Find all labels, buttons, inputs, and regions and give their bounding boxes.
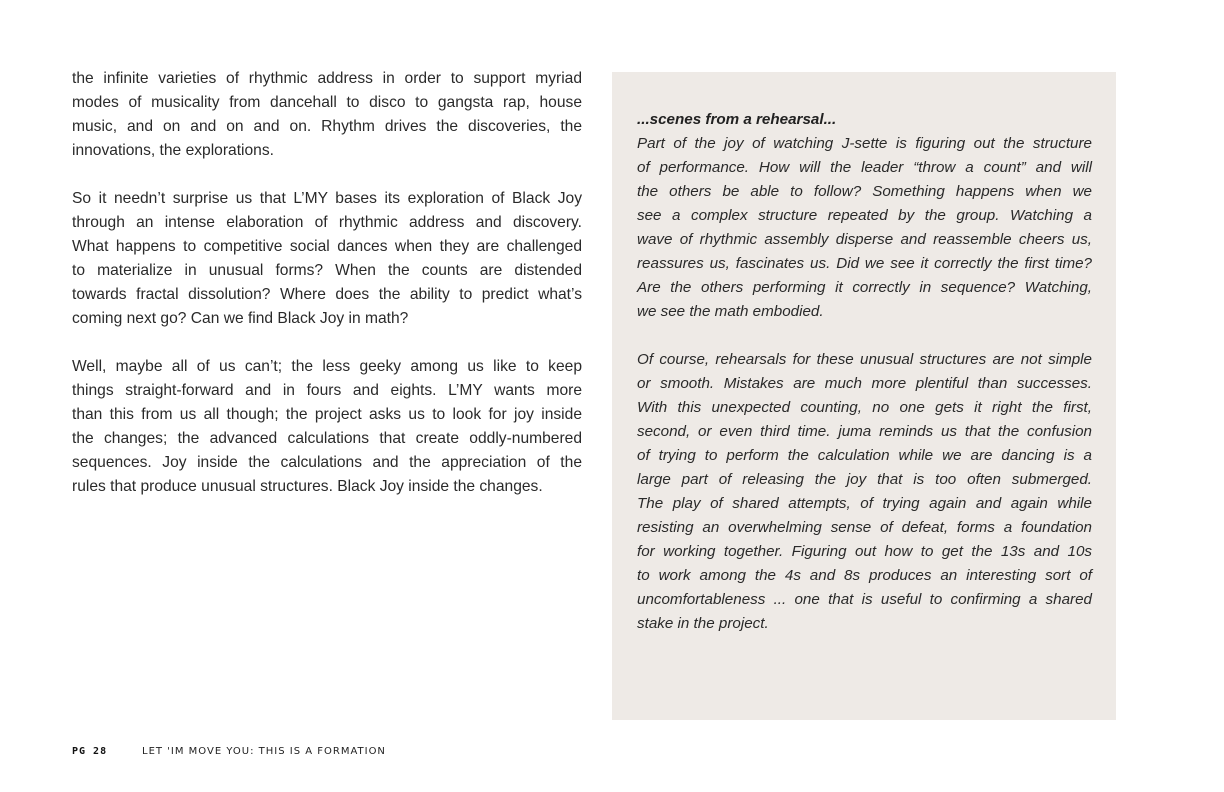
text-line: reassures us, fascinates us. Did we see it correctly the first time? — [637, 255, 1092, 272]
sidebar-content — [637, 108, 1092, 660]
running-title: LET 'IM MOVE YOU: THIS IS A FORMATION — [142, 745, 386, 757]
text-line: or smooth. Mistakes are much more plentiful than successes. — [637, 375, 1092, 392]
text-line: Well, maybe all of us can’t; the less geeky among us like to keep — [72, 358, 582, 375]
paragraph — [72, 187, 582, 331]
sidebar-paragraph — [637, 348, 1092, 636]
text-line: to materialize in unusual forms? When the counts are distended — [72, 262, 582, 279]
page-number: PG 28 — [72, 745, 108, 757]
sidebar-paragraph — [637, 132, 1092, 324]
text-line: Are the others performing it correctly in sequence? Watching, — [637, 279, 1092, 296]
text-line: through an intense elaboration of rhythmic address and discovery. — [72, 214, 582, 231]
text-line: the changes; the advanced calculations that create oddly-numbered — [72, 430, 582, 447]
text-line: So it needn’t surprise us that L’MY bases its exploration of Black Joy — [72, 190, 582, 207]
text-line: uncomfortableness ... one that is useful to confirming a shared — [637, 591, 1092, 608]
page-footer — [72, 743, 386, 759]
main-text-column — [72, 67, 582, 523]
text-line: Part of the joy of watching J-sette is figuring out the structure — [637, 135, 1092, 152]
text-line: the others be able to follow? Something happens when we — [637, 183, 1092, 200]
text-line: resisting an overwhelming sense of defeat, forms a foundation — [637, 519, 1092, 536]
text-line: we see the math embodied. — [637, 303, 824, 320]
rehearsal-sidebar — [612, 72, 1116, 720]
text-line: of performance. How will the leader “throw a count” and will — [637, 159, 1092, 176]
text-line: Of course, rehearsals for these unusual structures are not simple — [637, 351, 1092, 368]
text-line: sequences. Joy inside the calculations and the appreciation of the — [72, 454, 582, 471]
text-line: second, or even third time. juma reminds us that the confusion — [637, 423, 1092, 440]
sidebar-title: ...scenes from a rehearsal... — [637, 111, 837, 128]
text-line: large part of releasing the joy that is too often submerged. — [637, 471, 1092, 488]
text-line: rules that produce unusual structures. Black Joy inside the changes. — [72, 478, 543, 495]
text-line: The play of shared attempts, of trying again and again while — [637, 495, 1092, 512]
text-line: music, and on and on and on. Rhythm drives the discoveries, the — [72, 118, 582, 135]
text-line: things straight-forward and in fours and eights. L’MY wants more — [72, 382, 582, 399]
text-line: What happens to competitive social dances when they are challenged — [72, 238, 582, 255]
text-line: modes of musicality from dancehall to disco to gangsta rap, house — [72, 94, 582, 111]
paragraph — [72, 355, 582, 499]
text-line: innovations, the explorations. — [72, 142, 274, 159]
text-line: see a complex structure repeated by the group. Watching a — [637, 207, 1092, 224]
text-line: than this from us all though; the project asks us to look for joy inside — [72, 406, 582, 423]
text-line: of trying to perform the calculation while we are dancing is a — [637, 447, 1092, 464]
text-line: towards fractal dissolution? Where does the ability to predict what’s — [72, 286, 582, 303]
text-line: the infinite varieties of rhythmic address in order to support myriad — [72, 70, 582, 87]
text-line: for working together. Figuring out how to get the 13s and 10s — [637, 543, 1092, 560]
text-line: coming next go? Can we find Black Joy in math? — [72, 310, 409, 327]
paragraph — [72, 67, 582, 163]
text-line: wave of rhythmic assembly disperse and reassemble cheers us, — [637, 231, 1092, 248]
text-line: stake in the project. — [637, 615, 769, 632]
text-line: to work among the 4s and 8s produces an interesting sort of — [637, 567, 1092, 584]
text-line: With this unexpected counting, no one gets it right the first, — [637, 399, 1092, 416]
